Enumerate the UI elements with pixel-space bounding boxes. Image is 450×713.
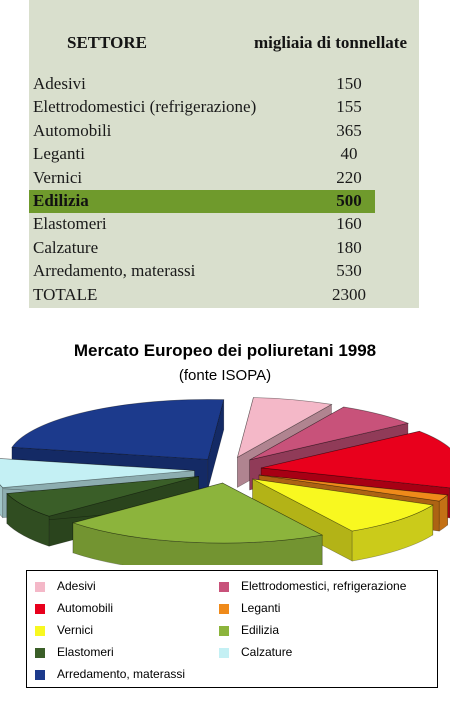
legend-label: Leganti bbox=[241, 601, 281, 615]
chart-subtitle: (fonte ISOPA) bbox=[178, 367, 272, 384]
table-row bbox=[29, 96, 419, 119]
table-row bbox=[29, 284, 419, 307]
table-row bbox=[29, 167, 419, 190]
row-label: Elettrodomestici (refrigerazione) bbox=[33, 97, 257, 117]
legend-label: Elastomeri bbox=[57, 645, 114, 659]
row-value: 155 bbox=[336, 97, 362, 117]
legend-swatch bbox=[219, 604, 229, 614]
chart-legend bbox=[26, 570, 438, 688]
row-value: 530 bbox=[336, 261, 362, 281]
table-row bbox=[29, 120, 419, 143]
table-header-sector: SETTORE bbox=[67, 33, 148, 52]
legend-label: Adesivi bbox=[57, 579, 96, 593]
row-label: Edilizia bbox=[33, 190, 89, 210]
legend-swatch bbox=[35, 604, 45, 614]
legend-swatch bbox=[219, 648, 229, 658]
legend-label: Edilizia bbox=[241, 623, 280, 637]
row-value: 150 bbox=[336, 74, 362, 93]
legend-label: Calzature bbox=[241, 645, 293, 659]
table-row bbox=[29, 213, 419, 236]
legend-label: Arredamento, materassi bbox=[57, 667, 186, 681]
row-value: 500 bbox=[336, 190, 362, 210]
table-panel bbox=[29, 0, 419, 308]
row-label: Vernici bbox=[33, 167, 83, 187]
row-value: 160 bbox=[336, 214, 362, 234]
legend-swatch bbox=[219, 626, 229, 636]
row-label: TOTALE bbox=[33, 284, 98, 304]
row-label: Adesivi bbox=[33, 74, 86, 93]
legend-swatch bbox=[35, 582, 45, 592]
row-label: Elastomeri bbox=[33, 214, 107, 234]
chart-title: Mercato Europeo dei poliuretani 1998 bbox=[73, 341, 377, 360]
legend-swatch bbox=[35, 670, 45, 680]
row-value: 220 bbox=[336, 167, 362, 187]
row-value: 2300 bbox=[332, 284, 366, 304]
row-value: 40 bbox=[340, 144, 358, 164]
legend-label: Vernici bbox=[57, 623, 94, 637]
table-row bbox=[29, 237, 419, 260]
pie-chart bbox=[0, 395, 450, 565]
table-row bbox=[29, 73, 419, 96]
legend-label: Automobili bbox=[57, 601, 114, 615]
table-body bbox=[29, 73, 419, 307]
row-label: Automobili bbox=[33, 120, 112, 140]
row-label: Leganti bbox=[33, 144, 85, 164]
table-row bbox=[29, 190, 375, 213]
table-row bbox=[29, 260, 419, 283]
row-value: 365 bbox=[336, 120, 362, 140]
legend-swatch bbox=[35, 648, 45, 658]
row-label: Calzature bbox=[33, 237, 99, 257]
legend-swatch bbox=[219, 582, 229, 592]
table-header-unit: migliaia di tonnellate bbox=[254, 33, 407, 52]
row-label: Arredamento, materassi bbox=[33, 261, 196, 281]
legend-swatch bbox=[35, 626, 45, 636]
row-value: 180 bbox=[336, 237, 362, 257]
legend-label: Elettrodomestici, refrigerazione bbox=[241, 579, 407, 593]
table-row bbox=[29, 143, 419, 166]
